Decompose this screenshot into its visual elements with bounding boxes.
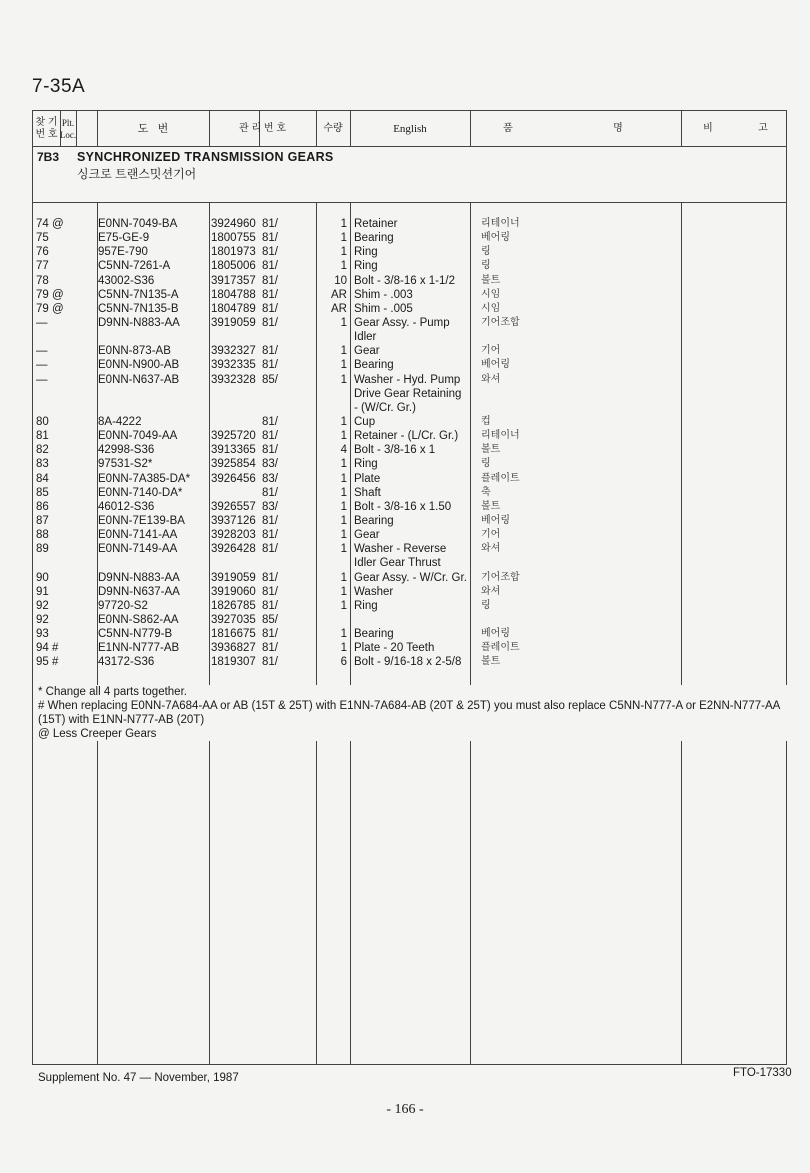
part-number: D9NN-N883-AA: [98, 571, 180, 584]
management-number: 1816675: [211, 628, 256, 641]
part-number: E0NN-7141-AA: [98, 529, 178, 542]
code: 81/: [262, 628, 278, 641]
table-row: [33, 627, 786, 641]
ref-number: 95 #: [36, 656, 59, 669]
management-number: 3927035: [211, 613, 256, 626]
english-name: Bolt - 3/8-16 x 1-1/2: [354, 274, 455, 287]
code: 81/: [262, 288, 278, 301]
part-number: E0NN-873-AB: [98, 345, 171, 358]
code: 81/: [262, 514, 278, 527]
quantity: 1: [340, 599, 347, 612]
table-row: [33, 655, 786, 669]
section-code: 7B3: [37, 150, 60, 164]
ref-number: —: [36, 359, 48, 372]
part-number: E0NN-S862-AA: [98, 613, 179, 626]
korean-name: 축: [481, 486, 491, 498]
ref-number: —: [36, 316, 48, 329]
korean-name: 와셔: [481, 585, 501, 597]
quantity: 1: [340, 571, 347, 584]
part-number: E0NN-7049-AA: [98, 430, 178, 443]
table-row: [33, 486, 786, 500]
english-name: Ring: [354, 599, 378, 612]
header-korean-a: 품: [503, 123, 513, 134]
english-name: Bearing: [354, 628, 394, 641]
part-number: C5NN-7N135-A: [98, 288, 179, 301]
code: 81/: [262, 543, 278, 556]
part-number: 43002-S36: [98, 274, 155, 287]
quantity: 1: [340, 486, 347, 499]
table-header: [33, 111, 786, 147]
section-title-korean: 싱크로 트랜스밋션기어: [77, 167, 197, 181]
management-number: 3926428: [211, 543, 256, 556]
parts-rows: [33, 217, 786, 670]
management-number: 1804788: [211, 288, 256, 301]
management-number: 3926456: [211, 472, 256, 485]
korean-name: 리테이너: [481, 218, 520, 229]
table-row: [33, 472, 786, 486]
table-row: [33, 288, 786, 302]
english-name: Plate - 20 Teeth: [354, 642, 435, 655]
management-number: 3936827: [211, 642, 256, 655]
korean-name: 베어링: [481, 232, 510, 244]
korean-name: 볼트: [481, 444, 501, 456]
header-remarks-a: 비: [703, 123, 713, 134]
code: 85/: [262, 373, 278, 386]
korean-name: 시임: [481, 302, 501, 314]
table-row: [33, 358, 786, 372]
management-number: 1801973: [211, 246, 256, 259]
quantity: 1: [340, 543, 347, 556]
code: 81/: [262, 274, 278, 287]
quantity: 1: [340, 458, 347, 471]
code: 83/: [262, 500, 278, 513]
management-number: 1805006: [211, 260, 256, 273]
english-name: Plate: [354, 472, 381, 485]
quantity: 1: [340, 514, 347, 527]
quantity: 1: [340, 642, 347, 655]
ref-number: 76: [36, 246, 49, 259]
korean-name: 와셔: [481, 373, 501, 385]
quantity: AR: [331, 302, 347, 315]
korean-name: 기어: [481, 529, 501, 541]
korean-name: 링: [481, 458, 491, 470]
korean-name: 베어링: [481, 628, 510, 640]
ref-number: 81: [36, 430, 49, 443]
management-number: 3932328: [211, 373, 256, 386]
section-header: [33, 147, 786, 203]
management-number: 3925720: [211, 430, 256, 443]
quantity: 1: [340, 359, 347, 372]
code: 81/: [262, 642, 278, 655]
table-row: [33, 217, 786, 231]
document-code: FTO-17330: [733, 1067, 792, 1079]
quantity: 1: [340, 472, 347, 485]
code: 81/: [262, 599, 278, 612]
english-name: Bearing: [354, 514, 394, 527]
code: 81/: [262, 585, 278, 598]
english-name: Gear Assy. - W/Cr. Gr.: [354, 571, 467, 584]
ref-number: —: [36, 373, 48, 386]
english-name: Bearing: [354, 232, 394, 245]
english-name: Bolt - 3/8-16 x 1.50: [354, 500, 452, 513]
part-number: D9NN-N637-AA: [98, 585, 180, 598]
part-number: E1NN-N777-AB: [98, 642, 180, 655]
english-name: Retainer: [354, 218, 398, 230]
ref-number: 78: [36, 274, 49, 287]
header-english: English: [393, 123, 427, 135]
ref-number: 80: [36, 415, 49, 428]
code: 83/: [262, 458, 278, 471]
header-ref: 찾 기 번 호: [35, 117, 58, 140]
ref-number: —: [36, 345, 48, 358]
quantity: 1: [340, 529, 347, 542]
part-number: E0NN-N900-AB: [98, 359, 180, 372]
ref-number: 90: [36, 571, 49, 584]
part-number: E0NN-7049-BA: [98, 218, 178, 230]
korean-name: 기어조합: [481, 571, 520, 583]
korean-name: 리테이너: [481, 430, 520, 442]
code: 81/: [262, 486, 278, 499]
code: 81/: [262, 316, 278, 329]
part-number: E0NN-7A385-DA*: [98, 472, 191, 485]
header-plt-loc: Plt. Loc.: [59, 118, 77, 140]
management-number: 3925854: [211, 458, 256, 471]
management-number: 1804789: [211, 302, 256, 315]
section-title: SYNCHRONIZED TRANSMISSION GEARS: [77, 150, 334, 164]
part-number: 957E-790: [98, 246, 148, 259]
table-row: [33, 330, 786, 344]
ref-number: 82: [36, 444, 49, 457]
management-number: 3924960: [211, 218, 256, 230]
english-name: Retainer - (L/Cr. Gr.): [354, 430, 459, 443]
english-name: Washer - Reverse: [354, 543, 447, 556]
table-row: [33, 344, 786, 358]
korean-name: 베어링: [481, 359, 510, 371]
code: 81/: [262, 430, 278, 443]
part-number: C5NN-N779-B: [98, 628, 173, 641]
quantity: 1: [340, 345, 347, 358]
english-name: Shim - .005: [354, 302, 413, 315]
english-name: Gear: [354, 345, 380, 358]
header-mgmt-no: 관 리 번 호: [239, 123, 286, 134]
part-number: 43172-S36: [98, 656, 155, 669]
code: 85/: [262, 613, 278, 626]
ref-number: 79 @: [36, 302, 64, 315]
code: 81/: [262, 415, 278, 428]
ref-number: 77: [36, 260, 49, 273]
english-name: - (W/Cr. Gr.): [354, 401, 416, 414]
quantity: 1: [340, 232, 347, 245]
quantity: 1: [340, 373, 347, 386]
management-number: 3919059: [211, 316, 256, 329]
ref-number: 94 #: [36, 642, 59, 655]
table-row: [33, 514, 786, 528]
management-number: 3913365: [211, 444, 256, 457]
english-name: Washer: [354, 585, 394, 598]
code: 81/: [262, 260, 278, 273]
code: 81/: [262, 246, 278, 259]
management-number: 3932335: [211, 359, 256, 372]
part-number: C5NN-7N135-B: [98, 302, 179, 315]
quantity: 1: [340, 585, 347, 598]
english-name: Drive Gear Retaining: [354, 387, 462, 400]
quantity: 10: [334, 274, 347, 287]
ref-number: 74 @: [36, 218, 64, 230]
ref-number: 92: [36, 599, 49, 612]
table-row: [33, 259, 786, 273]
english-name: Gear: [354, 529, 380, 542]
code: 81/: [262, 571, 278, 584]
code: 81/: [262, 232, 278, 245]
quantity: 1: [340, 628, 347, 641]
ref-number: 89: [36, 543, 49, 556]
english-name: Bolt - 3/8-16 x 1: [354, 444, 436, 457]
management-number: 3917357: [211, 274, 256, 287]
english-name: Ring: [354, 260, 378, 273]
english-name: Idler Gear Thrust: [354, 557, 441, 570]
part-number: 97531-S2*: [98, 458, 153, 471]
english-name: Shaft: [354, 486, 381, 499]
footnote: @ Less Creeper Gears: [38, 728, 157, 740]
table-row: [33, 599, 786, 613]
quantity: 1: [340, 246, 347, 259]
table-row: [33, 457, 786, 471]
code: 81/: [262, 444, 278, 457]
page-number: - 166 -: [386, 1102, 424, 1117]
korean-name: 기어조합: [481, 316, 520, 328]
ref-number: 75: [36, 232, 49, 245]
korean-name: 링: [481, 260, 491, 272]
korean-name: 볼트: [481, 656, 501, 668]
quantity: 1: [340, 500, 347, 513]
code: 81/: [262, 345, 278, 358]
english-name: Bearing: [354, 359, 394, 372]
table-row: [33, 429, 786, 443]
korean-name: 시임: [481, 288, 501, 300]
code: 81/: [262, 302, 278, 315]
table-row: [33, 245, 786, 259]
management-number: 1800755: [211, 232, 256, 245]
english-name: Gear Assy. - Pump: [354, 316, 450, 329]
ref-number: 83: [36, 458, 49, 471]
table-row: [33, 500, 786, 514]
management-number: 3937126: [211, 514, 256, 527]
management-number: 1826785: [211, 599, 256, 612]
quantity: AR: [331, 288, 347, 301]
quantity: 1: [340, 430, 347, 443]
part-number: D9NN-N883-AA: [98, 316, 180, 329]
ref-number: 85: [36, 486, 49, 499]
table-row: [33, 528, 786, 542]
english-name: Idler: [354, 331, 377, 344]
part-number: E0NN-7140-DA*: [98, 486, 183, 499]
ref-number: 93: [36, 628, 49, 641]
part-number: E0NN-7E139-BA: [98, 514, 185, 527]
management-number: 3928203: [211, 529, 256, 542]
english-name: Washer - Hyd. Pump: [354, 373, 461, 386]
quantity: 1: [340, 218, 347, 230]
korean-name: 볼트: [481, 274, 501, 286]
ref-number: 91: [36, 585, 49, 598]
table-row: [33, 556, 786, 570]
footnote: # When replacing E0NN-7A684-AA or AB (15T & 25T) with E1NN-7A684-AB (20T & 25T) you must also replace C5NN-N777-A or E2NN-N777-AA (15T) with E1NN-N777-AB (20T): [38, 700, 780, 726]
table-row: [33, 585, 786, 599]
korean-name: 베어링: [481, 514, 510, 526]
part-number: E0NN-N637-AB: [98, 373, 180, 386]
korean-name: 볼트: [481, 500, 501, 512]
quantity: 1: [340, 260, 347, 273]
table-row: [33, 571, 786, 585]
quantity: 1: [340, 316, 347, 329]
part-number: 42998-S36: [98, 444, 155, 457]
table-row: [33, 401, 786, 415]
ref-number: 79 @: [36, 288, 64, 301]
table-row: [33, 302, 786, 316]
table-row: [33, 274, 786, 288]
code: 81/: [262, 529, 278, 542]
table-row: [33, 443, 786, 457]
header-remarks-b: 고: [758, 123, 768, 134]
english-name: Bolt - 9/16-18 x 2-5/8: [354, 656, 462, 669]
english-name: Ring: [354, 246, 378, 259]
supplement-note: Supplement No. 47 — November, 1987: [38, 1072, 239, 1084]
parts-table: [32, 110, 787, 1065]
english-name: Shim - .003: [354, 288, 413, 301]
code: 81/: [262, 359, 278, 372]
table-row: [33, 641, 786, 655]
table-row: [33, 316, 786, 330]
table-row: [33, 542, 786, 556]
management-number: 3926557: [211, 500, 256, 513]
header-qty: 수량: [323, 123, 343, 134]
ref-number: 92: [36, 613, 49, 626]
management-number: 1819307: [211, 656, 256, 669]
part-number: C5NN-7261-A: [98, 260, 171, 273]
part-number: 97720-S2: [98, 599, 148, 612]
part-number: 46012-S36: [98, 500, 155, 513]
korean-name: 링: [481, 246, 491, 258]
code: 83/: [262, 472, 278, 485]
code: 81/: [262, 218, 278, 230]
management-number: 3919060: [211, 585, 256, 598]
ref-number: 88: [36, 529, 49, 542]
header-korean-b: 명: [613, 123, 623, 134]
part-number: E75-GE-9: [98, 232, 150, 245]
korean-name: 컵: [481, 415, 491, 427]
part-number: 8A-4222: [98, 415, 142, 428]
korean-name: 기어: [481, 345, 501, 357]
quantity: 1: [340, 415, 347, 428]
english-name: Ring: [354, 458, 378, 471]
table-row: [33, 415, 786, 429]
management-number: 3932327: [211, 345, 256, 358]
ref-number: 86: [36, 500, 49, 513]
quantity: 4: [340, 444, 347, 457]
part-number: E0NN-7149-AA: [98, 543, 178, 556]
page-label: 7-35A: [32, 76, 86, 97]
table-row: [33, 373, 786, 387]
footnote: * Change all 4 parts together.: [38, 686, 187, 698]
quantity: 6: [340, 656, 347, 669]
korean-name: 플레이트: [481, 642, 520, 654]
footnotes: [38, 685, 790, 741]
ref-number: 87: [36, 514, 49, 527]
table-row: [33, 613, 786, 627]
table-row: [33, 387, 786, 401]
ref-number: 84: [36, 472, 49, 485]
korean-name: 플레이트: [481, 472, 520, 484]
table-row: [33, 231, 786, 245]
korean-name: 와셔: [481, 543, 501, 555]
english-name: Cup: [354, 415, 376, 428]
korean-name: 링: [481, 599, 491, 611]
header-part-no: 도 번: [137, 123, 169, 135]
management-number: 3919059: [211, 571, 256, 584]
code: 81/: [262, 656, 278, 669]
